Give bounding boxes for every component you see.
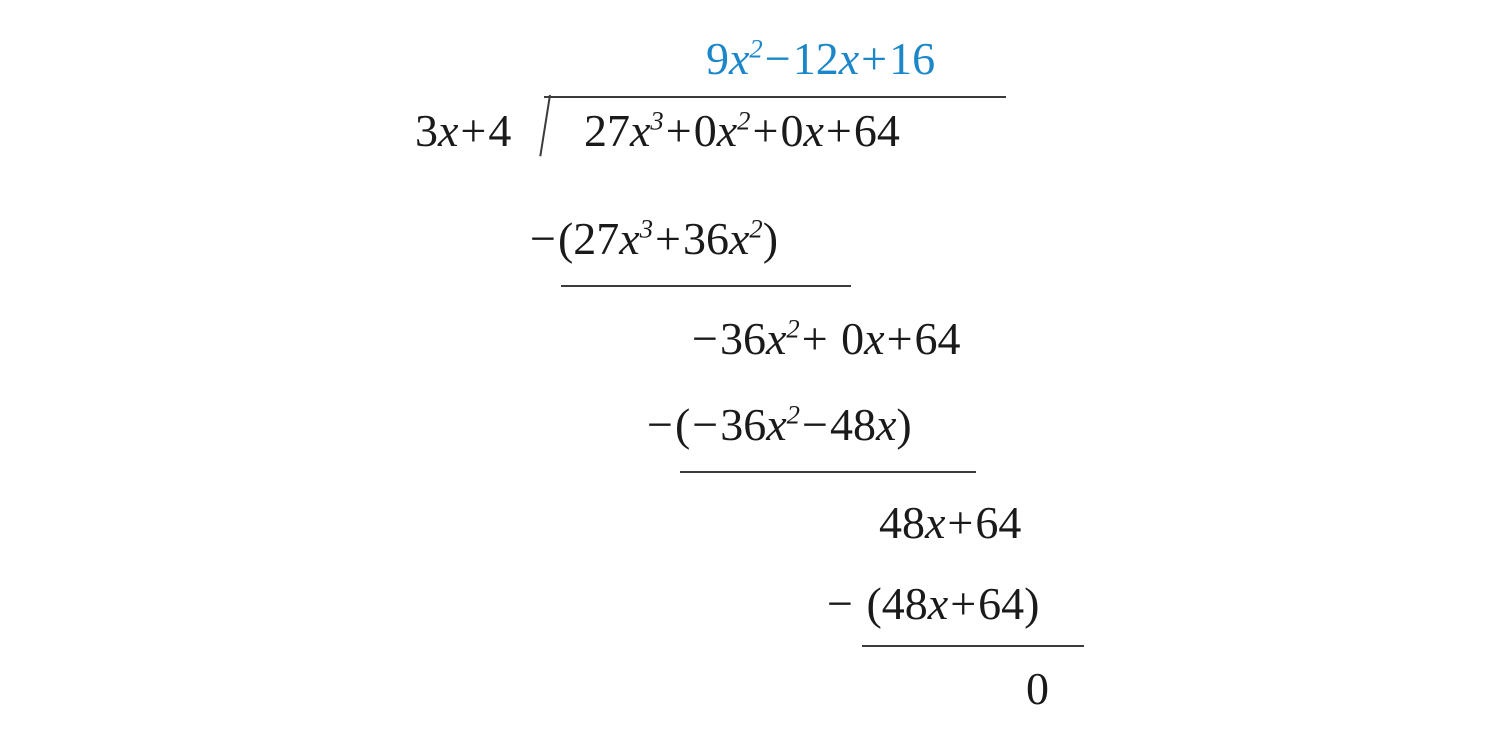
step2-op-1: − — [692, 399, 719, 450]
quotient-expression — [706, 33, 936, 84]
step-rule-3 — [862, 645, 1084, 647]
step1-open-paren: ( — [557, 213, 574, 264]
rem1-op-3: + — [886, 313, 913, 364]
division-bar — [544, 96, 1006, 98]
rem1-term-1: $36x^2$ — [719, 313, 800, 364]
step2-term-1: $36x^2$ — [720, 399, 800, 450]
rem1-term-3: 64 — [914, 313, 961, 364]
step-subtract-2 — [645, 399, 912, 450]
rem1-op-2: + — [801, 313, 828, 364]
step3-term-1: 48x — [881, 578, 949, 629]
step1-close-paren: ) — [762, 213, 779, 264]
quotient-term-1: $9x^2$ — [706, 33, 763, 84]
step1-minus: − — [530, 213, 556, 264]
step-subtract-3 — [825, 578, 1040, 629]
division-bracket-slash — [539, 95, 551, 157]
rem2-op-2: + — [947, 497, 974, 548]
quotient-op-2: − — [764, 33, 791, 84]
step1-term-2: $36x^2$ — [683, 213, 763, 264]
step1-term-1: $27x^3$ — [573, 213, 654, 264]
rem1-op-1: − — [692, 313, 718, 364]
rem2-term-2: 64 — [975, 497, 1022, 548]
step3-open-paren: ( — [866, 578, 882, 629]
step3-close-paren: ) — [1024, 578, 1040, 629]
step-rule-2 — [680, 471, 976, 473]
dividend-term-3: 0x — [780, 105, 824, 156]
divisor-expression: 3x+4 — [415, 105, 512, 156]
step1-op-2: + — [655, 213, 681, 264]
step-rule-1 — [561, 285, 851, 287]
step2-minus: − — [647, 399, 673, 450]
step2-open-paren: ( — [674, 399, 691, 450]
quotient-op-3: + — [861, 33, 888, 84]
dividend-op-4: + — [825, 105, 852, 156]
step2-term-2: 48x — [829, 399, 897, 450]
rem2-term-1: 48x — [879, 497, 946, 548]
step2-op-2: − — [802, 399, 828, 450]
step2-close-paren: ) — [896, 399, 912, 450]
final-remainder: 0 — [1026, 663, 1049, 714]
dividend-expression — [584, 105, 900, 156]
step3-op-2: + — [950, 578, 977, 629]
quotient-term-3: 16 — [889, 33, 936, 84]
step3-term-2: 64 — [978, 578, 1025, 629]
dividend-op-3: + — [752, 105, 779, 156]
step-remainder-2 — [879, 497, 1022, 548]
step3-minus: − — [827, 578, 853, 629]
rem1-term-2: 0x — [841, 313, 885, 364]
quotient-term-2: 12x — [792, 33, 860, 84]
dividend-term-2: $0x^2$ — [693, 105, 751, 156]
step-subtract-1 — [528, 213, 779, 264]
dividend-term-4: 64 — [853, 105, 900, 156]
step-remainder-1 — [690, 313, 961, 364]
dividend-term-1: $27x^3$ — [584, 105, 664, 156]
dividend-op-2: + — [665, 105, 692, 156]
